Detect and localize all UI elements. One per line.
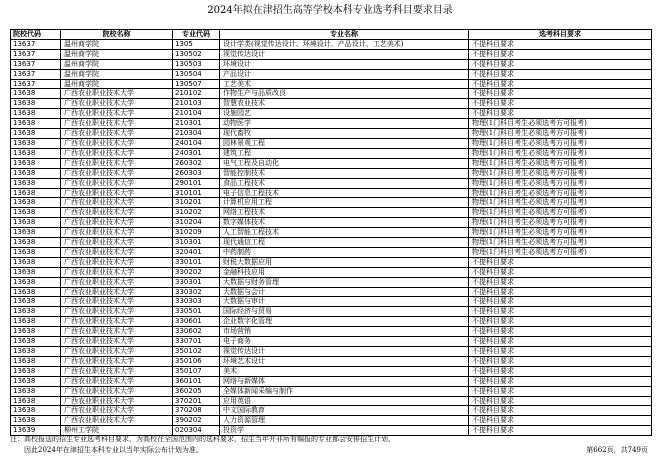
cell-requirement: 不提科目要求 (469, 89, 652, 99)
cell-requirement: 不提科目要求 (469, 297, 652, 307)
cell-requirement: 不提科目要求 (469, 376, 652, 386)
table-row (11, 327, 652, 337)
cell-school-code: 13638 (11, 238, 61, 248)
cell-major-name: 中文国际教育 (220, 406, 469, 416)
cell-major-code: 330303 (173, 297, 220, 307)
table-row (11, 49, 652, 59)
cell-requirement: 不提科目要求 (469, 277, 652, 287)
cell-requirement: 不提科目要求 (469, 426, 652, 436)
cell-school-name: 柳州工学院 (61, 426, 173, 436)
cell-requirement: 物理(1门科目考生必须选考方可报考) (469, 129, 652, 139)
cell-requirement: 不提科目要求 (469, 356, 652, 366)
cell-major-code: 130504 (173, 69, 220, 79)
table-row (11, 99, 652, 109)
cell-requirement: 不提科目要求 (469, 327, 652, 337)
cell-school-name: 广西农业职业技术大学 (61, 168, 173, 178)
cell-major-code: 260302 (173, 158, 220, 168)
cell-major-name: 建筑工程 (220, 148, 469, 158)
cell-major-name: 产品设计 (220, 69, 469, 79)
table-row (11, 178, 652, 188)
cell-major-name: 全媒体新闻采编与制作 (220, 386, 469, 396)
table-row (11, 129, 652, 139)
table-row (11, 208, 652, 218)
table-row (11, 287, 652, 297)
table-row (11, 59, 652, 69)
cell-school-code: 13638 (11, 337, 61, 347)
cell-school-code: 13638 (11, 347, 61, 357)
cell-requirement: 不提科目要求 (469, 287, 652, 297)
cell-major-code: 240104 (173, 138, 220, 148)
cell-major-name: 作物生产与品质改良 (220, 89, 469, 99)
cell-major-code: 370208 (173, 406, 220, 416)
cell-requirement: 物理(1门科目考生必须选考方可报考) (469, 178, 652, 188)
cell-major-name: 电子商务 (220, 337, 469, 347)
table-row (11, 277, 652, 287)
cell-school-name: 广西农业职业技术大学 (61, 89, 173, 99)
table-row (11, 69, 652, 79)
page-title: 2024年拟在津招生高等学校本科专业选考科目要求目录 (207, 5, 453, 16)
table-row (11, 238, 652, 248)
cell-requirement: 物理(1门科目考生必须选考方可报考) (469, 208, 652, 218)
cell-major-code: 290101 (173, 178, 220, 188)
cell-major-code: 330601 (173, 317, 220, 327)
cell-school-code: 13638 (11, 218, 61, 228)
cell-school-code: 13638 (11, 287, 61, 297)
cell-major-name: 计算机应用工程 (220, 198, 469, 208)
cell-major-name: 人工智能工程技术 (220, 228, 469, 238)
cell-major-name: 电气工程及自动化 (220, 158, 469, 168)
table-row (11, 158, 652, 168)
cell-school-name: 广西农业职业技术大学 (61, 218, 173, 228)
table-row (11, 247, 652, 257)
table-row (11, 188, 652, 198)
table-row (11, 307, 652, 317)
table-row (11, 138, 652, 148)
cell-requirement: 物理(1门科目考生必须选考方可报考) (469, 148, 652, 158)
cell-school-code: 13638 (11, 109, 61, 119)
cell-school-code: 13638 (11, 208, 61, 218)
pagination: 第662页，共749页 (586, 446, 648, 454)
cell-school-code: 13638 (11, 158, 61, 168)
table-row (11, 168, 652, 178)
cell-requirement: 物理(1门科目考生必须选考方可报考) (469, 238, 652, 248)
cell-major-code: 130502 (173, 49, 220, 59)
cell-major-name: 电子信息工程技术 (220, 188, 469, 198)
cell-school-name: 广西农业职业技术大学 (61, 129, 173, 139)
cell-school-code: 13638 (11, 178, 61, 188)
cell-major-code: 210301 (173, 119, 220, 129)
cell-school-code: 13638 (11, 188, 61, 198)
cell-major-name: 数字媒体技术 (220, 218, 469, 228)
cell-major-code: 210104 (173, 109, 220, 119)
cell-major-name: 金融科技应用 (220, 267, 469, 277)
cell-school-code: 13638 (11, 129, 61, 139)
cell-major-name: 设施园艺 (220, 109, 469, 119)
cell-school-name: 广西农业职业技术大学 (61, 138, 173, 148)
cell-major-name: 工艺美术 (220, 79, 469, 89)
cell-school-name: 广西农业职业技术大学 (61, 307, 173, 317)
cell-major-name: 大数据与会计 (220, 287, 469, 297)
cell-major-code: 310204 (173, 218, 220, 228)
cell-requirement: 物理(1门科目考生必须选考方可报考) (469, 228, 652, 238)
cell-major-code: 370201 (173, 396, 220, 406)
cell-major-name: 人力资源管理 (220, 416, 469, 426)
cell-major-name: 网络与新媒体 (220, 376, 469, 386)
footnote-line-2: 因此2024年在津招生本科专业以当年实际公布计划为准。 (24, 446, 203, 454)
cell-requirement: 不提科目要求 (469, 99, 652, 109)
cell-school-code: 13638 (11, 257, 61, 267)
cell-school-code: 13638 (11, 297, 61, 307)
cell-major-name: 财税大数据应用 (220, 257, 469, 267)
table-row (11, 148, 652, 158)
cell-major-name: 大数据与审计 (220, 297, 469, 307)
cell-school-code: 13638 (11, 138, 61, 148)
cell-major-name: 现代通信工程 (220, 238, 469, 248)
cell-major-name: 企业数字化管理 (220, 317, 469, 327)
cell-requirement: 不提科目要求 (469, 366, 652, 376)
cell-requirement: 物理(1门科目考生必须选考方可报考) (469, 138, 652, 148)
cell-school-code: 13638 (11, 148, 61, 158)
cell-requirement: 不提科目要求 (469, 386, 652, 396)
cell-major-name: 视觉传达设计 (220, 49, 469, 59)
footnote (10, 434, 395, 456)
cell-major-name: 智能控制技术 (220, 168, 469, 178)
cell-requirement: 不提科目要求 (469, 257, 652, 267)
cell-major-code: 310101 (173, 188, 220, 198)
cell-major-code: 240301 (173, 148, 220, 158)
cell-school-name: 广西农业职业技术大学 (61, 356, 173, 366)
cell-major-code: 1305 (173, 39, 220, 49)
table-row (11, 366, 652, 376)
cell-school-name: 广西农业职业技术大学 (61, 277, 173, 287)
cell-school-code: 13637 (11, 79, 61, 89)
table-row (11, 109, 652, 119)
cell-requirement: 不提科目要求 (469, 69, 652, 79)
cell-school-name: 温州商学院 (61, 49, 173, 59)
cell-requirement: 物理(1门科目考生必须选考方可报考) (469, 198, 652, 208)
cell-school-code: 13638 (11, 228, 61, 238)
cell-major-code: 210304 (173, 129, 220, 139)
cell-major-name: 国际经济与贸易 (220, 307, 469, 317)
table-row (11, 119, 652, 129)
cell-major-name: 环境设计 (220, 59, 469, 69)
cell-major-name: 大数据与财务管理 (220, 277, 469, 287)
cell-school-name: 广西农业职业技术大学 (61, 158, 173, 168)
cell-major-name: 网络工程技术 (220, 208, 469, 218)
cell-school-code: 13638 (11, 327, 61, 337)
cell-school-code: 13638 (11, 416, 61, 426)
cell-major-code: 210103 (173, 99, 220, 109)
header-requirement: 选考科目要求 (469, 30, 652, 40)
cell-major-name: 应用英语 (220, 396, 469, 406)
table-row (11, 218, 652, 228)
table-row (11, 396, 652, 406)
cell-major-name: 视觉传达设计 (220, 347, 469, 357)
table-row (11, 317, 652, 327)
cell-school-name: 广西农业职业技术大学 (61, 148, 173, 158)
table-body (11, 39, 652, 435)
cell-school-name: 广西农业职业技术大学 (61, 188, 173, 198)
cell-major-code: 260303 (173, 168, 220, 178)
cell-school-name: 广西农业职业技术大学 (61, 396, 173, 406)
cell-requirement: 不提科目要求 (469, 337, 652, 347)
table-row (11, 198, 652, 208)
cell-school-code: 13637 (11, 69, 61, 79)
cell-school-name: 广西农业职业技术大学 (61, 317, 173, 327)
cell-major-name: 园林景观工程 (220, 138, 469, 148)
cell-school-name: 广西农业职业技术大学 (61, 337, 173, 347)
cell-school-name: 广西农业职业技术大学 (61, 327, 173, 337)
cell-major-name: 投资学 (220, 426, 469, 436)
cell-school-code: 13637 (11, 49, 61, 59)
cell-major-code: 130507 (173, 79, 220, 89)
cell-requirement: 不提科目要求 (469, 347, 652, 357)
cell-major-name: 中药制药 (220, 247, 469, 257)
table-row (11, 356, 652, 366)
cell-major-code: 390202 (173, 416, 220, 426)
table-row (11, 79, 652, 89)
cell-major-code: 330302 (173, 287, 220, 297)
cell-school-code: 13638 (11, 307, 61, 317)
cell-requirement: 不提科目要求 (469, 59, 652, 69)
header-school-code: 院校代码 (11, 30, 61, 40)
cell-major-code: 330202 (173, 267, 220, 277)
cell-school-code: 13638 (11, 119, 61, 129)
table-row (11, 257, 652, 267)
cell-school-code: 13638 (11, 366, 61, 376)
cell-requirement: 不提科目要求 (469, 406, 652, 416)
cell-major-code: 330101 (173, 257, 220, 267)
cell-school-name: 广西农业职业技术大学 (61, 416, 173, 426)
cell-school-name: 广西农业职业技术大学 (61, 267, 173, 277)
cell-school-name: 广西农业职业技术大学 (61, 238, 173, 248)
cell-school-code: 13637 (11, 39, 61, 49)
cell-school-code: 13638 (11, 386, 61, 396)
cell-requirement: 不提科目要求 (469, 267, 652, 277)
cell-major-code: 350106 (173, 356, 220, 366)
cell-major-name: 市场营销 (220, 327, 469, 337)
cell-school-code: 13638 (11, 198, 61, 208)
table-row (11, 89, 652, 99)
footnote-line-1: 注：高校报送的招生专业选考科目要求，为高校在全国范围内的选科要求，招生当年并非所有编报的专业都会安排招生计划， (10, 435, 395, 443)
cell-school-name: 广西农业职业技术大学 (61, 386, 173, 396)
cell-major-name: 智慧农业技术 (220, 99, 469, 109)
cell-school-name: 广西农业职业技术大学 (61, 208, 173, 218)
cell-school-name: 广西农业职业技术大学 (61, 257, 173, 267)
cell-requirement: 物理(1门科目考生必须选考方可报考) (469, 218, 652, 228)
cell-major-name: 现代畜牧 (220, 129, 469, 139)
cell-requirement: 不提科目要求 (469, 416, 652, 426)
cell-requirement: 物理(1门科目考生必须选考方可报考) (469, 168, 652, 178)
cell-major-code: 310301 (173, 238, 220, 248)
header-major-name: 专业名称 (220, 30, 469, 40)
cell-major-name: 动物医学 (220, 119, 469, 129)
table-row (11, 376, 652, 386)
cell-school-name: 广西农业职业技术大学 (61, 247, 173, 257)
cell-requirement: 不提科目要求 (469, 49, 652, 59)
cell-school-name: 广西农业职业技术大学 (61, 287, 173, 297)
cell-school-name: 广西农业职业技术大学 (61, 347, 173, 357)
cell-requirement: 不提科目要求 (469, 396, 652, 406)
cell-major-name: 设计学类(视觉传达设计、环境设计、产品设计、工艺美术) (220, 39, 469, 49)
cell-requirement: 不提科目要求 (469, 79, 652, 89)
cell-school-name: 广西农业职业技术大学 (61, 376, 173, 386)
cell-school-name: 广西农业职业技术大学 (61, 297, 173, 307)
table-row (11, 297, 652, 307)
cell-school-name: 广西农业职业技术大学 (61, 109, 173, 119)
table-row (11, 347, 652, 357)
table-header-row (11, 30, 652, 40)
table-row (11, 416, 652, 426)
cell-school-name: 广西农业职业技术大学 (61, 228, 173, 238)
cell-school-code: 13638 (11, 89, 61, 99)
cell-school-code: 13638 (11, 168, 61, 178)
cell-major-code: 330602 (173, 327, 220, 337)
cell-major-code: 320401 (173, 247, 220, 257)
cell-major-name: 食品工程技术 (220, 178, 469, 188)
table-row (11, 406, 652, 416)
cell-requirement: 物理(1门科目考生必须选考方可报考) (469, 188, 652, 198)
cell-school-name: 广西农业职业技术大学 (61, 406, 173, 416)
cell-major-code: 330701 (173, 337, 220, 347)
cell-major-code: 310201 (173, 198, 220, 208)
cell-requirement: 不提科目要求 (469, 39, 652, 49)
cell-school-code: 13638 (11, 317, 61, 327)
cell-school-name: 广西农业职业技术大学 (61, 178, 173, 188)
cell-major-code: 350102 (173, 347, 220, 357)
table-row (11, 39, 652, 49)
cell-school-name: 广西农业职业技术大学 (61, 198, 173, 208)
cell-school-name: 温州商学院 (61, 69, 173, 79)
cell-school-code: 13638 (11, 247, 61, 257)
cell-major-code: 310202 (173, 208, 220, 218)
cell-requirement: 物理(1门科目考生必须选考方可报考) (469, 247, 652, 257)
table-row (11, 386, 652, 396)
cell-major-code: 210102 (173, 89, 220, 99)
cell-requirement: 不提科目要求 (469, 317, 652, 327)
cell-requirement: 不提科目要求 (469, 307, 652, 317)
cell-school-code: 13637 (11, 59, 61, 69)
table-row (11, 267, 652, 277)
cell-school-name: 广西农业职业技术大学 (61, 366, 173, 376)
cell-major-code: 310209 (173, 228, 220, 238)
cell-requirement: 物理(1门科目考生必须选考方可报考) (469, 119, 652, 129)
cell-school-name: 广西农业职业技术大学 (61, 99, 173, 109)
cell-major-code: 130503 (173, 59, 220, 69)
cell-major-name: 美术 (220, 366, 469, 376)
cell-school-code: 13638 (11, 406, 61, 416)
cell-major-code: 330301 (173, 277, 220, 287)
cell-school-code: 13638 (11, 376, 61, 386)
table-row (11, 228, 652, 238)
cell-requirement: 物理(1门科目考生必须选考方可报考) (469, 158, 652, 168)
cell-requirement: 不提科目要求 (469, 109, 652, 119)
cell-school-code: 13638 (11, 267, 61, 277)
cell-school-code: 13638 (11, 396, 61, 406)
cell-major-code: 360205 (173, 386, 220, 396)
cell-school-name: 温州商学院 (61, 39, 173, 49)
cell-school-code: 13639 (11, 426, 61, 436)
header-major-code: 专业代码 (173, 30, 220, 40)
requirements-table (10, 29, 652, 436)
table-row (11, 337, 652, 347)
cell-major-code: 350107 (173, 366, 220, 376)
cell-school-code: 13638 (11, 277, 61, 287)
header-school-name: 院校名称 (61, 30, 173, 40)
cell-school-name: 温州商学院 (61, 79, 173, 89)
cell-school-name: 温州商学院 (61, 59, 173, 69)
cell-major-code: 360101 (173, 376, 220, 386)
cell-school-name: 广西农业职业技术大学 (61, 119, 173, 129)
cell-school-code: 13638 (11, 356, 61, 366)
cell-major-name: 环境艺术设计 (220, 356, 469, 366)
cell-major-code: 330501 (173, 307, 220, 317)
cell-major-code: 020304 (173, 426, 220, 436)
cell-school-code: 13638 (11, 99, 61, 109)
